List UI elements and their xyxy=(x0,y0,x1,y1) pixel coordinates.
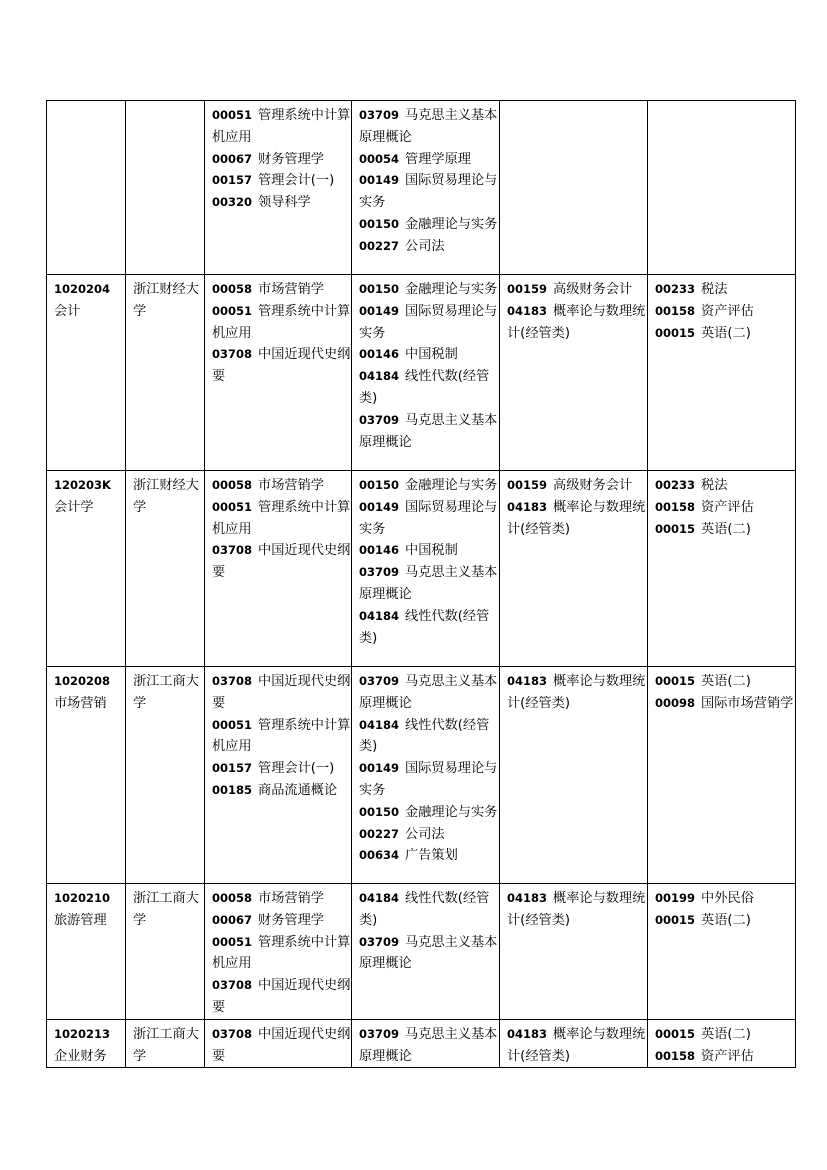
course-entry xyxy=(359,410,499,454)
course-entry xyxy=(212,279,351,301)
course-code: 00051 xyxy=(212,108,253,122)
course-name: 线性代数(经管类) xyxy=(359,717,490,755)
course-cell-4 xyxy=(648,101,796,275)
course-code: 00634 xyxy=(359,848,400,863)
course-name: 管理学原理 xyxy=(405,151,471,167)
course-code: 04184 xyxy=(359,717,400,732)
course-entry xyxy=(359,366,499,410)
school-name: 浙江财经大学 xyxy=(133,282,199,319)
course-entry xyxy=(359,301,499,345)
major-name: 企业财务 xyxy=(54,1048,107,1064)
course-entry xyxy=(212,758,351,780)
course-code: 00015 xyxy=(655,521,696,536)
school-cell xyxy=(126,667,205,884)
course-name: 马克思主义基本原理概论 xyxy=(359,412,498,450)
course-code: 00227 xyxy=(359,238,400,253)
course-entry xyxy=(359,344,499,366)
course-entry xyxy=(359,497,499,541)
major-cell xyxy=(47,1019,126,1068)
major-name: 旅游管理 xyxy=(54,912,107,928)
course-code: 04183 xyxy=(507,499,548,514)
course-code: 03709 xyxy=(359,565,400,580)
course-entry xyxy=(655,1024,795,1046)
course-entry xyxy=(359,562,499,606)
course-cell-1 xyxy=(205,667,352,884)
course-code: 00098 xyxy=(655,695,696,710)
table-row xyxy=(47,667,796,884)
table-row xyxy=(47,1019,796,1068)
course-cell-3 xyxy=(500,101,648,275)
course-code: 00150 xyxy=(359,478,400,492)
course-entry xyxy=(212,1024,351,1068)
course-cell-1 xyxy=(205,471,352,667)
course-code: 04183 xyxy=(507,674,548,688)
table-row xyxy=(47,471,796,667)
course-entry xyxy=(212,780,351,802)
course-name: 市场营销学 xyxy=(258,891,324,906)
course-entry xyxy=(655,497,795,519)
school-cell xyxy=(126,275,205,471)
school-cell xyxy=(126,471,205,667)
course-cell-4 xyxy=(648,471,796,667)
course-name: 国际贸易理论与实务 xyxy=(359,761,498,798)
course-name: 英语(二) xyxy=(701,521,751,537)
course-cell-4 xyxy=(648,884,796,1020)
course-code: 00054 xyxy=(359,151,400,166)
course-code: 00051 xyxy=(212,717,253,732)
course-entry xyxy=(359,236,499,258)
course-table xyxy=(46,100,796,1068)
course-code: 00067 xyxy=(212,912,253,927)
course-entry xyxy=(212,715,351,759)
course-entry xyxy=(655,910,795,932)
course-code: 00051 xyxy=(212,499,253,514)
course-name: 管理系统中计算机应用 xyxy=(212,108,351,145)
course-name: 中国近现代史纲要 xyxy=(212,674,351,711)
course-entry xyxy=(507,475,647,497)
course-entry xyxy=(359,475,499,497)
major-code: 1020208 xyxy=(54,674,111,688)
course-code: 00150 xyxy=(359,804,400,819)
major-code: 1020213 xyxy=(54,1026,111,1041)
course-entry xyxy=(359,715,499,759)
course-code: 03709 xyxy=(359,1026,400,1041)
course-name: 资产评估 xyxy=(701,303,754,319)
table-row xyxy=(47,884,796,1020)
course-entry xyxy=(507,671,647,715)
course-name: 概率论与数理统计(经管类) xyxy=(507,1026,646,1064)
course-cell-4 xyxy=(648,275,796,471)
course-name: 马克思主义基本原理概论 xyxy=(359,934,498,972)
course-code: 00150 xyxy=(359,216,400,231)
course-code: 00199 xyxy=(655,891,696,905)
course-cell-2 xyxy=(352,275,500,471)
course-code: 00158 xyxy=(655,303,696,318)
course-entry xyxy=(359,149,499,171)
course-code: 00157 xyxy=(212,173,253,188)
major-code: 120203K xyxy=(54,478,111,492)
course-name: 概率论与数理统计(经管类) xyxy=(507,303,646,341)
course-entry xyxy=(655,279,795,301)
course-name: 马克思主义基本原理概论 xyxy=(359,108,498,145)
course-entry xyxy=(359,1024,499,1068)
course-entry xyxy=(212,301,351,345)
course-entry xyxy=(212,344,351,388)
course-name: 中国近现代史纲要 xyxy=(212,543,351,581)
course-code: 00051 xyxy=(212,303,253,318)
course-name: 中国税制 xyxy=(405,543,458,559)
course-code: 00233 xyxy=(655,478,696,492)
course-name: 金融理论与实务 xyxy=(405,804,498,820)
course-name: 财务管理学 xyxy=(258,151,324,167)
course-entry xyxy=(212,910,351,932)
course-code: 00149 xyxy=(359,499,400,514)
school-cell xyxy=(126,884,205,1020)
course-code: 00233 xyxy=(655,282,696,296)
course-entry xyxy=(212,540,351,584)
course-entry xyxy=(507,888,647,932)
course-cell-4 xyxy=(648,667,796,884)
course-name: 线性代数(经管类) xyxy=(359,608,490,646)
course-cell-2 xyxy=(352,884,500,1020)
major-code: 1020204 xyxy=(54,282,111,296)
course-name: 公司法 xyxy=(405,826,445,842)
school-cell xyxy=(126,101,205,275)
course-entry xyxy=(212,149,351,171)
course-name: 马克思主义基本原理概论 xyxy=(359,674,498,711)
course-entry xyxy=(655,323,795,345)
course-entry xyxy=(359,758,499,802)
course-code: 03709 xyxy=(359,108,400,122)
major-name: 会计学 xyxy=(54,499,94,515)
course-cell-2 xyxy=(352,471,500,667)
course-cell-2 xyxy=(352,667,500,884)
course-entry xyxy=(507,301,647,345)
course-code: 03709 xyxy=(359,674,400,688)
school-name: 浙江工商大学 xyxy=(133,891,199,928)
course-name: 商品流通概论 xyxy=(258,782,338,798)
course-name: 中国近现代史纲要 xyxy=(212,1026,351,1064)
course-name: 国际市场营销学 xyxy=(701,695,794,711)
course-entry xyxy=(655,519,795,541)
course-name: 英语(二) xyxy=(701,912,751,928)
table-row xyxy=(47,275,796,471)
course-entry xyxy=(212,170,351,192)
course-entry xyxy=(212,888,351,910)
course-entry xyxy=(359,671,499,715)
course-name: 管理系统中计算机应用 xyxy=(212,717,351,755)
course-name: 概率论与数理统计(经管类) xyxy=(507,674,646,711)
course-entry xyxy=(507,1024,647,1068)
course-code: 03708 xyxy=(212,674,253,688)
course-cell-2 xyxy=(352,101,500,275)
course-code: 04183 xyxy=(507,1026,548,1041)
course-entry xyxy=(212,671,351,715)
course-name: 线性代数(经管类) xyxy=(359,369,490,406)
course-code: 00158 xyxy=(655,1048,696,1063)
course-cell-3 xyxy=(500,275,648,471)
course-code: 00320 xyxy=(212,195,253,210)
course-name: 公司法 xyxy=(405,238,445,254)
course-entry xyxy=(212,975,351,1019)
course-cell-2 xyxy=(352,1019,500,1068)
course-name: 英语(二) xyxy=(701,1026,751,1042)
course-entry xyxy=(359,105,499,149)
course-entry xyxy=(359,824,499,846)
course-name: 市场营销学 xyxy=(258,478,324,493)
course-name: 中国近现代史纲要 xyxy=(212,347,351,385)
major-cell xyxy=(47,275,126,471)
course-name: 中外民俗 xyxy=(701,891,754,906)
major-name: 会计 xyxy=(54,303,81,319)
course-name: 高级财务会计 xyxy=(553,282,633,297)
course-cell-1 xyxy=(205,1019,352,1068)
course-code: 00159 xyxy=(507,478,548,492)
course-name: 国际贸易理论与实务 xyxy=(359,173,498,211)
course-code: 00058 xyxy=(212,891,253,905)
course-cell-3 xyxy=(500,471,648,667)
major-cell xyxy=(47,667,126,884)
course-code: 00015 xyxy=(655,912,696,927)
course-code: 00159 xyxy=(507,282,548,296)
course-entry xyxy=(212,497,351,541)
course-code: 00058 xyxy=(212,282,253,296)
course-name: 马克思主义基本原理概论 xyxy=(359,1026,498,1064)
major-cell xyxy=(47,884,126,1020)
course-name: 管理系统中计算机应用 xyxy=(212,303,351,341)
table-row xyxy=(47,101,796,275)
course-entry xyxy=(359,170,499,214)
course-name: 管理会计(一) xyxy=(258,761,335,777)
course-entry xyxy=(359,932,499,976)
course-code: 03708 xyxy=(212,978,253,993)
course-name: 管理会计(一) xyxy=(258,173,335,189)
course-name: 金融理论与实务 xyxy=(405,282,498,297)
course-name: 财务管理学 xyxy=(258,912,324,928)
course-code: 03709 xyxy=(359,934,400,949)
course-name: 国际贸易理论与实务 xyxy=(359,499,498,537)
course-name: 管理系统中计算机应用 xyxy=(212,934,351,972)
course-cell-3 xyxy=(500,884,648,1020)
course-entry xyxy=(359,888,499,932)
course-name: 资产评估 xyxy=(701,499,754,515)
course-name: 广告策划 xyxy=(405,848,458,864)
course-code: 00227 xyxy=(359,826,400,841)
course-cell-1 xyxy=(205,884,352,1020)
course-name: 金融理论与实务 xyxy=(405,478,498,493)
course-cell-3 xyxy=(500,667,648,884)
course-code: 00185 xyxy=(212,782,253,797)
course-code: 00149 xyxy=(359,761,400,776)
course-cell-3 xyxy=(500,1019,648,1068)
course-code: 00149 xyxy=(359,173,400,188)
course-entry xyxy=(212,932,351,976)
course-code: 03709 xyxy=(359,412,400,427)
course-name: 概率论与数理统计(经管类) xyxy=(507,499,646,537)
course-code: 00051 xyxy=(212,934,253,949)
course-entry xyxy=(507,497,647,541)
course-code: 04184 xyxy=(359,369,400,384)
course-name: 市场营销学 xyxy=(258,282,324,297)
course-code: 00149 xyxy=(359,303,400,318)
school-name: 浙江工商大学 xyxy=(133,1026,199,1064)
course-code: 03708 xyxy=(212,1026,253,1041)
course-entry xyxy=(212,105,351,149)
course-name: 中国近现代史纲要 xyxy=(212,978,351,1015)
course-code: 00015 xyxy=(655,674,696,688)
course-name: 中国税制 xyxy=(405,347,458,363)
course-code: 04184 xyxy=(359,608,400,623)
course-code: 00146 xyxy=(359,543,400,558)
course-entry xyxy=(359,214,499,236)
course-code: 00157 xyxy=(212,761,253,776)
course-entry xyxy=(655,888,795,910)
course-code: 03708 xyxy=(212,347,253,362)
course-cell-1 xyxy=(205,275,352,471)
course-name: 高级财务会计 xyxy=(553,478,633,493)
course-code: 00067 xyxy=(212,151,253,166)
course-code: 00015 xyxy=(655,1026,696,1041)
course-name: 税法 xyxy=(701,282,728,297)
course-entry xyxy=(359,606,499,650)
course-entry xyxy=(359,279,499,301)
course-code: 04183 xyxy=(507,891,548,905)
course-entry xyxy=(359,540,499,562)
school-name: 浙江财经大学 xyxy=(133,478,199,515)
major-name: 市场营销 xyxy=(54,695,107,711)
course-code: 04183 xyxy=(507,303,548,318)
course-code: 00058 xyxy=(212,478,253,492)
course-name: 马克思主义基本原理概论 xyxy=(359,565,498,602)
course-name: 线性代数(经管类) xyxy=(359,891,490,928)
course-entry xyxy=(212,475,351,497)
course-code: 04184 xyxy=(359,891,400,905)
course-entry xyxy=(655,475,795,497)
course-entry xyxy=(655,301,795,323)
course-entry xyxy=(655,1046,795,1068)
course-entry xyxy=(655,693,795,715)
course-name: 资产评估 xyxy=(701,1048,754,1064)
course-name: 国际贸易理论与实务 xyxy=(359,303,498,341)
course-cell-1 xyxy=(205,101,352,275)
course-code: 00146 xyxy=(359,347,400,362)
course-name: 英语(二) xyxy=(701,674,751,689)
course-code: 00158 xyxy=(655,499,696,514)
course-entry xyxy=(655,671,795,693)
course-cell-4 xyxy=(648,1019,796,1068)
course-name: 概率论与数理统计(经管类) xyxy=(507,891,646,928)
course-entry xyxy=(359,845,499,867)
major-code: 1020210 xyxy=(54,891,111,905)
course-code: 00150 xyxy=(359,282,400,296)
course-entry xyxy=(507,279,647,301)
course-entry xyxy=(359,802,499,824)
course-code: 00015 xyxy=(655,325,696,340)
course-code: 03708 xyxy=(212,543,253,558)
course-name: 金融理论与实务 xyxy=(405,216,498,232)
course-name: 领导科学 xyxy=(258,195,311,211)
major-cell xyxy=(47,101,126,275)
course-name: 英语(二) xyxy=(701,325,751,341)
course-name: 税法 xyxy=(701,478,728,493)
major-cell xyxy=(47,471,126,667)
school-cell xyxy=(126,1019,205,1068)
school-name: 浙江工商大学 xyxy=(133,674,199,711)
course-entry xyxy=(212,192,351,214)
course-name: 管理系统中计算机应用 xyxy=(212,499,351,537)
